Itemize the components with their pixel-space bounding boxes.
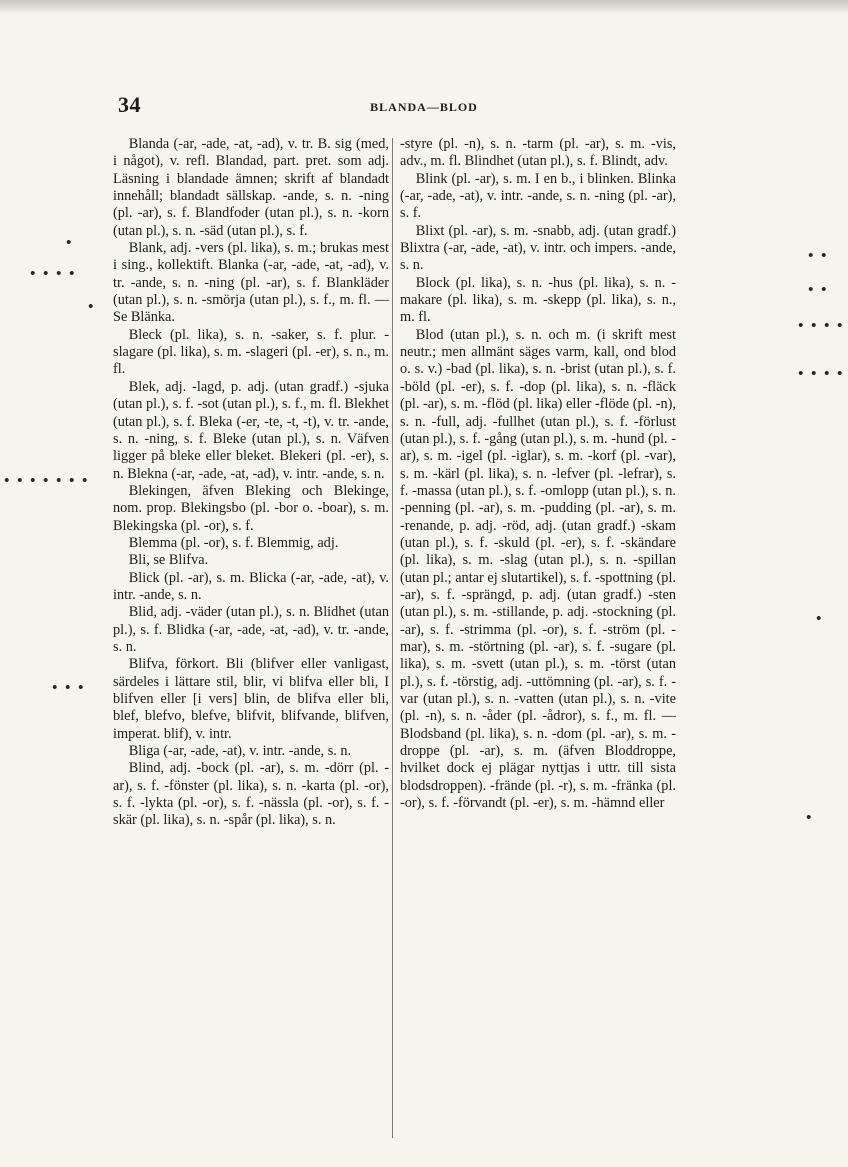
margin-mark: • •: [808, 248, 829, 264]
margin-mark: • • • • • • •: [4, 473, 90, 489]
dictionary-entry: Blink (pl. -ar), s. m. I en b., i blinken. Blinka (-ar, -ade, -at), v. intr. -ande, s. n. -ning (pl. -ar), s. f.: [400, 170, 676, 222]
margin-mark: • • • •: [798, 366, 845, 382]
dictionary-entry: Blekingen, äfven Bleking och Blekinge, nom. prop. Blekingsbo (pl. -bor o. -boar), s. m. Blekingska (pl. -or), s. f.: [113, 482, 389, 534]
dictionary-entry: Blind, adj. -bock (pl. -ar), s. m. -dörr (pl. -ar), s. f. -fönster (pl. lika), s. n. -karta (pl. -or), s. f. -lykta (pl. -or), s. f. -nässla (pl. -or), s. f. -skär (pl. lika), s. n. -spår (pl. lika), s. n.: [113, 760, 389, 829]
dictionary-entry: -styre (pl. -n), s. n. -tarm (pl. -ar), s. m. -vis, adv., m. fl. Blindhet (utan pl.), s. f. Blindt, adv.: [400, 136, 676, 170]
column-divider: [392, 138, 393, 1138]
margin-mark: • •: [808, 282, 829, 298]
dictionary-entry: Blod (utan pl.), s. n. och m. (i skrift mest neutr.; men allmänt säges varm, kall, ond blod o. s. v.) -bad (pl. lika), s. n. -brist (utan pl.), s. f. -böld (pl. -er), s. f. -dop (pl. lika), s. n. -fläck (pl. -ar), s. m. -flöd (pl. lika) eller -flöde (pl. -n), s. n. -full, adj. -fullhet (utan pl.), s. f. -förlust (utan pl.), s. f. -gång (utan pl.), s. m. -hund (pl. -ar), s. m. -igel (pl. -iglar), s. m. -korf (pl. -var), s. m. -kärl (pl. lika), s. n. -lefver (pl. -lefrar), s. f. -massa (utan pl.), s. f. -omlopp (utan pl.), s. n. -penning (pl. -ar), s. m. -pudding (pl. -ar), s. m. -renande, p. adj. -röd, adj. (utan gradf.) -skam (utan pl.), s. f. -skuld (pl. -er), s. f. -skändare (pl. lika), s. m. -slag (utan pl.), s. n. -spillan (utan pl.; antar ej slutartikel), s. f. -spottning (pl. -ar), s. f. -sprängd, p. adj. (utan gradf.) -sten (utan pl.), s. m. -stillande, p. adj. -stockning (pl. -ar), s. f. -strimma (pl. -or), s. f. -ström (pl. -mar), s. m. -störtning (pl. -ar), s. f. -sugare (pl. lika), s. m. -svett (utan pl.), s. m. -törst (utan pl.), s. f. -törstig, adj. -uttömning (pl. -ar), s. f. -var (utan pl.), s. n. -vatten (utan pl.), s. n. -vite (pl. -n), s. n. -åder (pl. -ådror), s. f., m. fl. — Blodsband (pl. lika), s. n. -dom (pl. -ar), s. m. -droppe (pl. -ar), s. m. (äfven Bloddroppe, hvilket dock ej plägar nyttjas i uttr. till sista blodsdroppen). -frände (pl. -r), s. m. -fränka (pl. -or), s. f. -förvandt (pl. -er), s. m. -hämnd eller: [400, 326, 676, 812]
margin-mark: •: [66, 235, 74, 251]
dictionary-entry: Blank, adj. -vers (pl. lika), s. m.; brukas mest i sing., kollektift. Blanka (-ar, -ade, -at, -ad), v. tr. -ande, s. n. -ning (pl. -ar), s. f. Blankläder (utan pl.), s. n. -smörja (utan pl.), s. f., m. fl. — Se Blänka.: [113, 240, 389, 326]
margin-mark: •: [806, 810, 814, 826]
running-head: BLANDA—BLOD: [370, 100, 478, 114]
dictionary-entry: Bli, se Blifva.: [128, 552, 209, 569]
dictionary-entry: Blifva, förkort. Bli (blifver eller vanligast, särdeles i lättare stil, blir, vi blifva eller bli, I blifven eller [i vers] blin, de blifva eller bli, blef, blefvo, blefve, blifvit, blifvande, blifven, imperat. blif), v. intr.: [113, 656, 389, 742]
dictionary-entry: Blick (pl. -ar), s. m. Blicka (-ar, -ade, -at), v. intr. -ande, s. n.: [113, 569, 389, 603]
dictionary-entry: Block (pl. lika), s. n. -hus (pl. lika), s. n. -makare (pl. lika), s. m. -skepp (pl. lika), s. n., m. fl.: [400, 274, 676, 326]
margin-mark: •: [816, 611, 824, 627]
left-column: [113, 136, 389, 830]
dictionary-entry: Blid, adj. -väder (utan pl.), s. n. Blidhet (utan pl.), s. f. Blidka (-ar, -ade, -at, -ad), v. tr. -ande, s. n.: [113, 604, 389, 655]
dictionary-entry: Blixt (pl. -ar), s. m. -snabb, adj. (utan gradf.) Blixtra (-ar, -ade, -at), v. intr. och impers. -ande, s. n.: [400, 222, 676, 274]
dictionary-entry: Blemma (pl. -or), s. f. Blemmig, adj.: [128, 534, 339, 551]
margin-mark: • • • •: [30, 266, 77, 282]
dictionary-entry: Blek, adj. -lagd, p. adj. (utan gradf.) -sjuka (utan pl.), s. f. -sot (utan pl.), s. f., m. fl. Blekhet (utan pl.), s. f. Bleka (-er, -te, -t, -t), v. tr. -ande, s. n. -ning, s. f. Bleke (utan pl.), s. n. Väfven ligger på bleke eller bleket. Blekeri (pl. -er), s. n. Blekna (-ar, -ade, -at, -ad), v. intr. -ande, s. n.: [113, 378, 389, 482]
dictionary-entry: Bleck (pl. lika), s. n. -saker, s. f. plur. -slagare (pl. lika), s. m. -slageri (pl. -er), s. n., m. fl.: [113, 326, 389, 378]
margin-mark: • • •: [52, 680, 86, 696]
page-scan-edge: [0, 0, 848, 14]
margin-mark: •: [88, 299, 96, 315]
dictionary-entry: Bliga (-ar, -ade, -at), v. intr. -ande, s. n.: [128, 743, 352, 760]
right-column: [400, 136, 676, 812]
page-number: 34: [118, 92, 141, 117]
dictionary-entry: Blanda (-ar, -ade, -at, -ad), v. tr. B. sig (med, i något), v. refl. Blandad, part. pret. som adj. Läsning i blandade ämnen; skrift af blandadt innehåll; blandadt sällskap. -ande, s. n. -ning (pl. -ar), s. f. Blandfoder (utan pl.), s. n. -korn (utan pl.), s. n. -säd (utan pl.), s. f.: [113, 136, 389, 239]
page-header: [0, 92, 848, 120]
margin-mark: • • • •: [798, 318, 845, 334]
